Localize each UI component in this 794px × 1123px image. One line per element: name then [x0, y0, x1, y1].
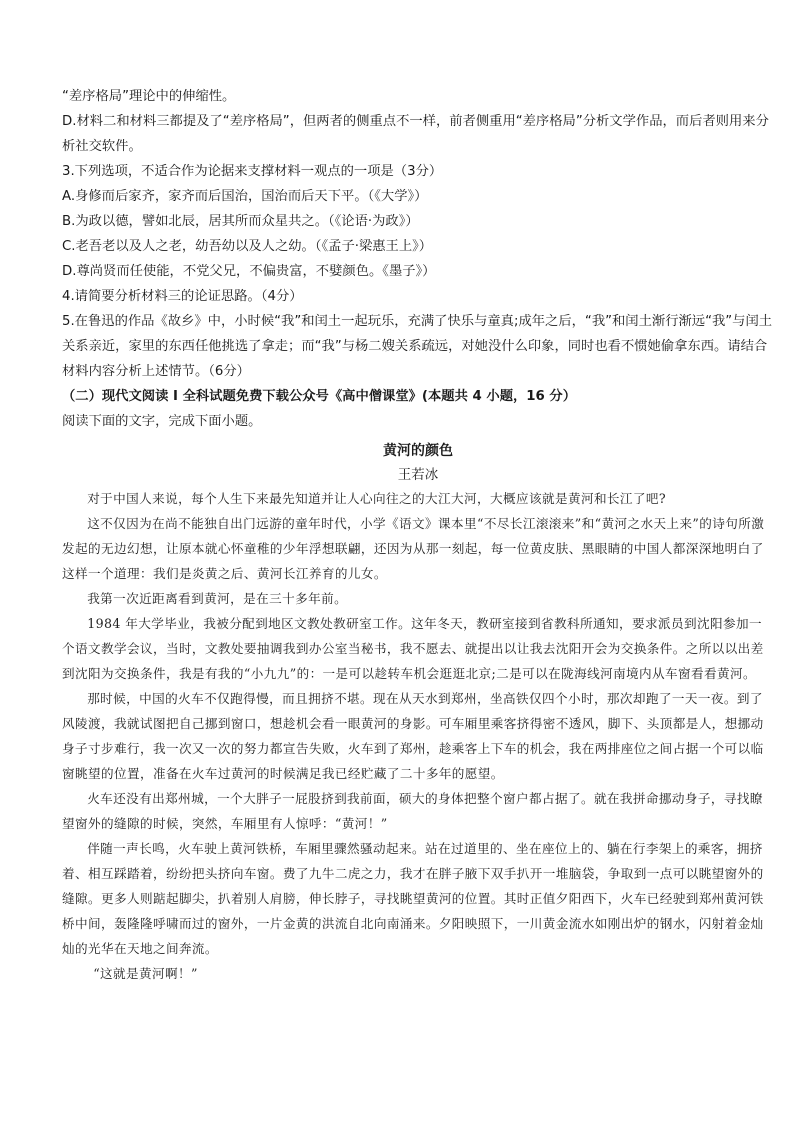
option-d: D.尊尚贤而任使能，不党父兄，不偏贵富，不嬖颜色。《墨子》）	[62, 264, 436, 279]
essay-title: 黄河的颜色	[383, 443, 453, 459]
essay-paragraph: 火车还没有出郑州城，一个大胖子一屁股挤到我前面，硕大的身体把整个窗户都占据了。就在我拼命挪动身子，寻找瞭望窗外的缝隙的时候，突然，车厢里有人惊呼：“黄河！”	[62, 791, 763, 831]
essay-paragraph: 这不仅因为在尚不能独自出门远游的童年时代，小学《语文》课本里“不尽长江滚滚来”和“黄河之水天上来”的诗句所激发起的无边幻想，让原本就心怀童稚的少年浮想联翩，还因为从那一刻起，每一位黄皮肤、黑眼睛的中国人都深深地明白了这样一个道理：我们是炎黄之后、黄河长江养育的儿女。	[62, 516, 765, 581]
document-page	[62, 84, 774, 986]
essay-paragraph: 我第一次近距离看到黄河，是在三十多年前。	[87, 591, 348, 606]
instruction: 阅读下面的文字，完成下面小题。	[62, 414, 262, 429]
option-a: A.身修而后家齐，家齐而后国治，国治而后天下平。（《大学》）	[62, 189, 428, 204]
question-3: 3.下列选项，不适合作为论据来支撑材料一观点的一项是（3分）	[62, 164, 443, 179]
question-5: 5.在鲁迅的作品《故乡》中，小时候“我”和闰土一起玩乐，充满了快乐与童真;成年之后，“我”和闰土渐行渐远“我”与闰土关系亲近，家里的东西任他挑选了拿走；而“我”与杨二嫂关系疏远，对她没什么印象，同时也看不惯她偷拿东西。请结合材料内容分析上述情节。（6分）	[62, 314, 773, 379]
essay-paragraph: 伴随一声长鸣，火车驶上黄河铁桥，车厢里骤然骚动起来。站在过道里的、坐在座位上的、躺在行李架上的乘客，拥挤着、相互踩踏着，纷纷把头挤向车窗。费了九牛二虎之力，我才在胖子腋下双手扒开一堆脑袋，争取到一点可以眺望窗外的缝隙。更多人则踮起脚尖，扒着别人肩膀，伸长脖子，寻找眺望黄河的位置。其时正值夕阳西下，火车已经驶到郑州黄河铁桥中间，轰隆隆呼啸而过的窗外，一片金黄的洪流自北向南涌来。夕阳映照下，一川黄金流水如刚出炉的钢水，闪射着金灿灿的光华在天地之间奔流。	[62, 841, 764, 956]
text-line: “差序格局”理论中的伸缩性。	[62, 89, 236, 104]
option-b: B.为政以德，譬如北辰，居其所而众星共之。（《论语·为政》）	[62, 214, 419, 229]
essay-paragraph: 那时候，中国的火车不仅跑得慢，而且拥挤不堪。现在从天水到郑州，坐高铁仅四个小时，那次却跑了一天一夜。到了风陵渡，我就试图把自己挪到窗口，想趁机会看一眼黄河的身影。可车厢里乘客挤得密不透风，脚下、头顶都是人，想挪动身子寸步难行，我一次又一次的努力都宣告失败，火车到了郑州，趁乘客上下车的机会，我在两排座位之间占据一个可以临窗眺望的位置，准备在火车过黄河的时候满足我已经贮藏了二十多年的愿望。	[62, 691, 764, 781]
question-4: 4.请简要分析材料三的论证思路。（4分）	[62, 289, 303, 304]
section-heading: （二）现代文阅读 I 全科试题免费下载公众号《高中僧课堂》(本题共 4 小题，16 分）	[62, 389, 577, 404]
essay-author: 王若冰	[397, 467, 439, 483]
essay-paragraph: “这就是黄河啊！”	[93, 966, 198, 981]
essay-paragraph: 1984 年大学毕业，我被分配到地区文教处教研室工作。这年冬天，教研室接到省教科所通知，要求派员到沈阳参加一个语文教学会议，当时，文教处要抽调我到办公室当秘书，我不愿去、就提出以让我去沈阳开会为交换条件。之所以以出差到沈阳为交换条件，我是有我的“小九九”的：一是可以趁转车机会逛逛北京;二是可以在陇海线河南境内从车窗看看黄河。	[62, 616, 764, 681]
option-c: C.老吾老以及人之老，幼吾幼以及人之幼。（《孟子·梁惠王上》）	[62, 239, 433, 254]
option-d-material: D.材料二和材料三都提及了“差序格局”，但两者的侧重点不一样，前者侧重用“差序格局”分析文学作品，而后者则用来分析社交软件。	[62, 114, 769, 154]
essay-paragraph: 对于中国人来说，每个人生下来最先知道并让人心向往之的大江大河，大概应该就是黄河和长江了吧?	[87, 491, 667, 506]
